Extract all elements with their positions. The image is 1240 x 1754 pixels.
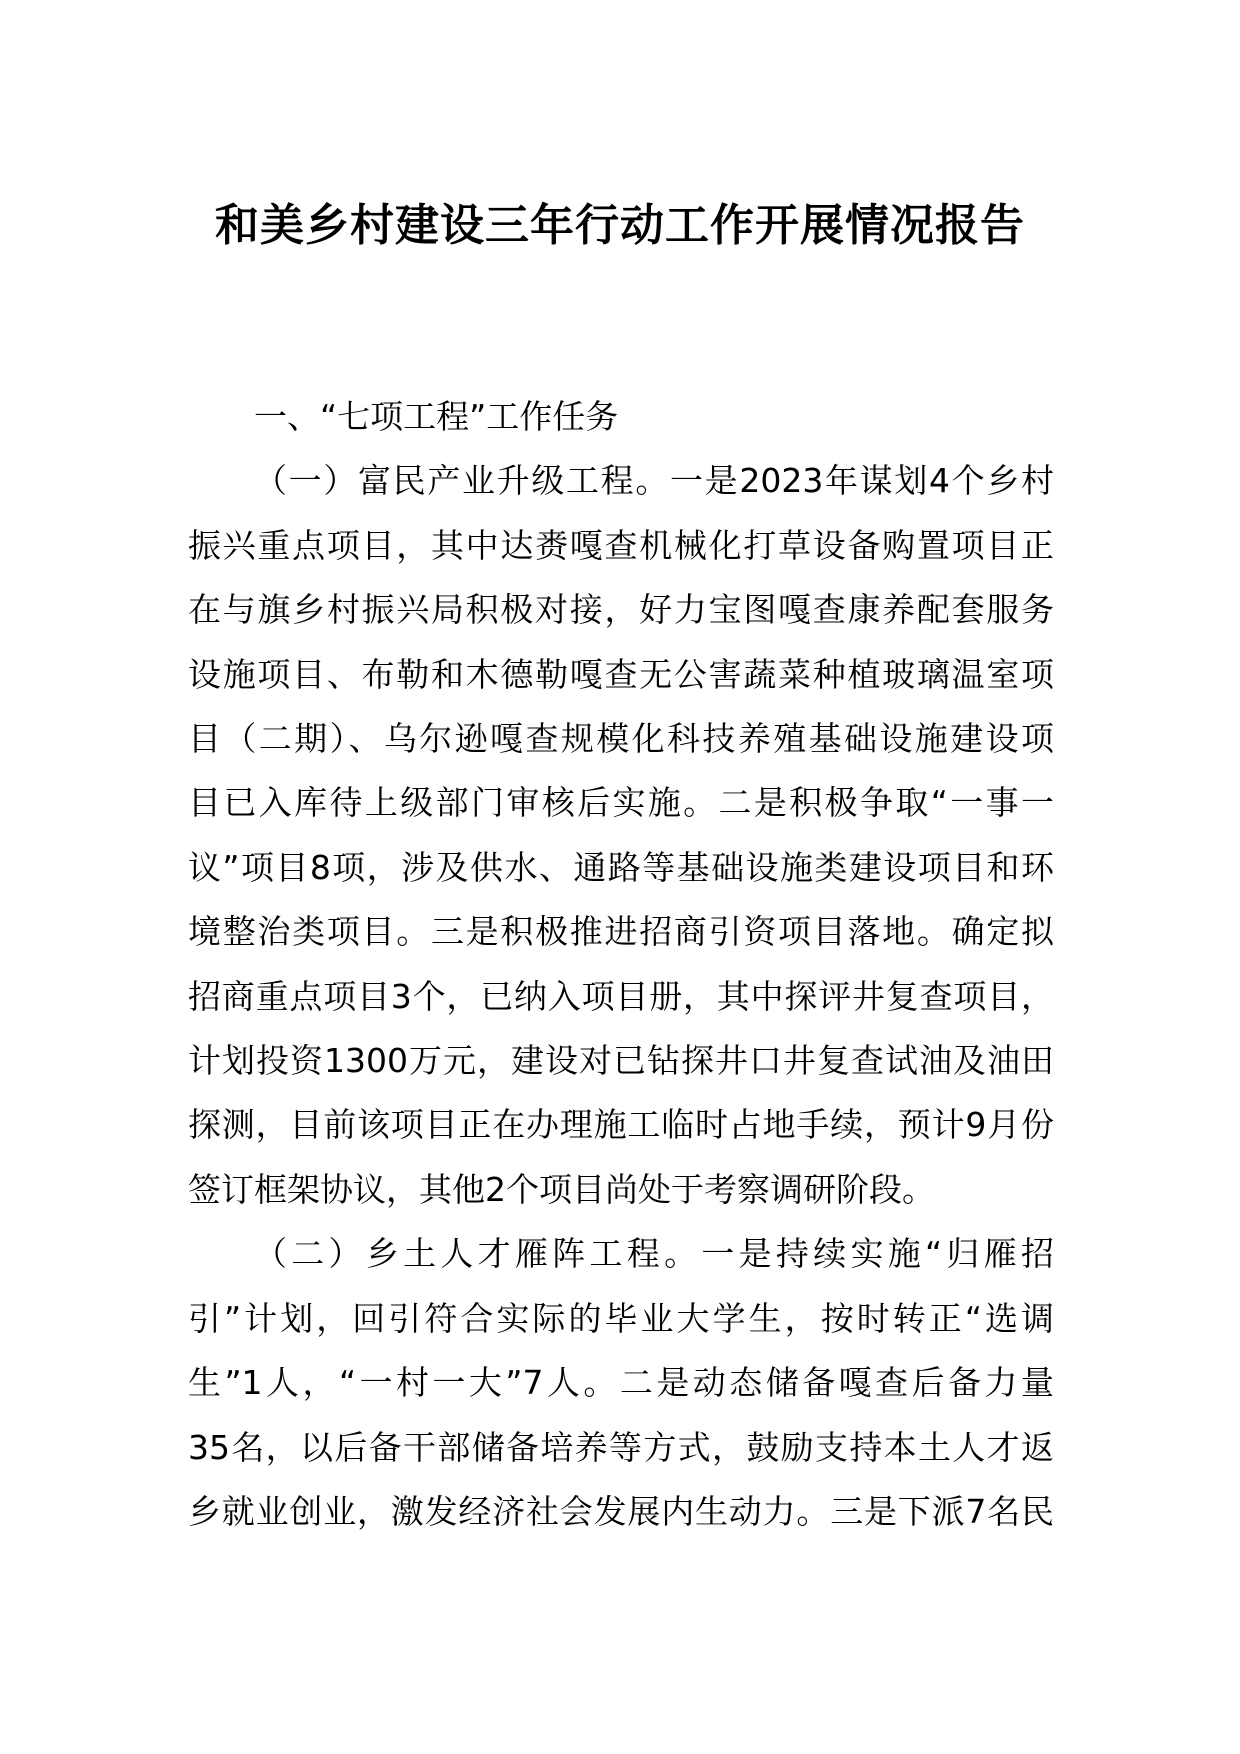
paragraph-line: 探测，目前该项目正在办理施工临时占地手续，预计9月份 [188,1105,1054,1145]
document-body [188,385,1054,1544]
paragraph-line: 目已入库待上级部门审核后实施。二是积极争取“一事一 [188,783,1054,823]
paragraph-line: 议”项目8项，涉及供水、通路等基础设施类建设项目和环 [188,847,1054,887]
paragraph-line: 乡就业创业，激发经济社会发展内生动力。三是下派7名民 [188,1491,1054,1531]
paragraph-line: （二）乡土人才雁阵工程。一是持续实施“归雁招 [254,1234,1054,1274]
paragraph-line: 招商重点项目3个，已纳入项目册，其中探评井复查项目， [188,976,1054,1016]
section-heading: 一、“七项工程”工作任务 [254,397,619,436]
document-title: 和美乡村建设三年行动工作开展情况报告 [215,200,1025,251]
paragraph-line: 在与旗乡村振兴局积极对接，好力宝图嘎查康养配套服务 [188,590,1054,630]
paragraph-1 [188,449,1054,1222]
paragraph-line: 振兴重点项目，其中达赉嘎查机械化打草设备购置项目正 [188,525,1054,565]
paragraph-line: 引”计划，回引符合实际的毕业大学生，按时转正“选调 [188,1298,1054,1338]
paragraph-2 [188,1222,1054,1544]
paragraph-line: 35名，以后备干部储备培养等方式，鼓励支持本土人才返 [188,1427,1054,1467]
paragraph-line: 设施项目、布勒和木德勒嘎查无公害蔬菜种植玻璃温室项 [188,654,1054,694]
paragraph-line: 目（二期）、乌尔逊嘎查规模化科技养殖基础设施建设项 [188,719,1054,759]
paragraph-line: 境整治类项目。三是积极推进招商引资项目落地。确定拟 [188,912,1054,952]
paragraph-line: 计划投资1300万元，建设对已钻探井口井复查试油及油田 [188,1041,1054,1081]
paragraph-line: 签订框架协议，其他2个项目尚处于考察调研阶段。 [188,1169,935,1209]
paragraph-line: （一）富民产业升级工程。一是2023年谋划4个乡村 [254,461,1054,501]
paragraph-line: 生”1人，“一村一大”7人。二是动态储备嘎查后备力量 [188,1363,1054,1403]
